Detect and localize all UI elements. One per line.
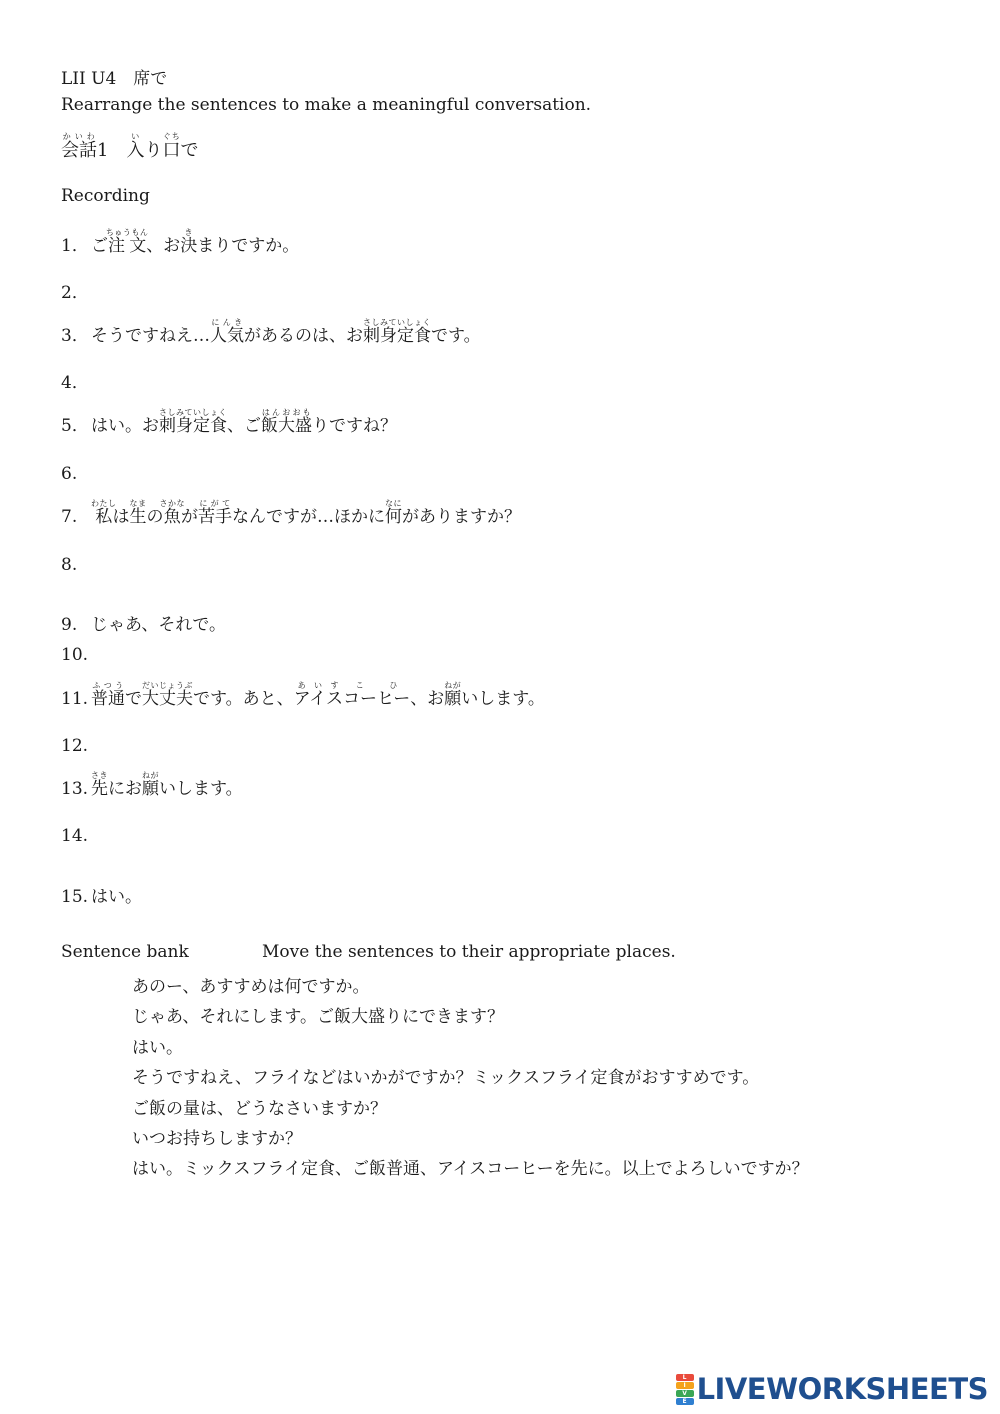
drop-slot[interactable] [91,368,411,388]
conversation-line-1: 1． ご注文ちゅうもん、お決きまりですか。 [61,228,300,256]
bank-sentence[interactable]: いつお持ちしますか？ [132,1129,302,1149]
conversation-line-15: 15. はい。 [61,887,142,907]
conversation-line-4: 4． [61,368,411,393]
bank-sentence[interactable]: そうですねえ、フライなどはいかがですか？ミックスフライ定食がおすすめです。 [132,1068,760,1088]
instruction-text: Rearrange the sentences to make a meaningful conversation. [61,95,592,115]
conversation-line-3: 3． そうですねえ…人気にんきがあるのは、お刺身定食さしみていしょくです。 [61,318,481,346]
conversation-line-13: 13. 先さきにお願ねがいします。 [61,771,243,799]
drop-slot[interactable] [91,731,411,751]
drop-slot[interactable] [91,278,411,298]
drop-slot[interactable] [91,821,411,841]
conversation-line-14: 14. [61,821,411,846]
conversation-line-12: 12. [61,731,411,756]
sentence-bank-instruction: Move the sentences to their appropriate places. [262,942,676,962]
conversation-line-8: 8. [61,550,411,575]
logo-badge-letter: E [676,1398,694,1405]
section-title: 会話かいわ1 入いり口ぐちで [61,132,199,161]
drop-slot[interactable] [91,459,411,479]
logo-badge-letter: L [676,1374,694,1381]
bank-sentence[interactable]: はい。ミックスフライ定食、ご飯普通、アイスコーヒーを先に。以上でよろしいですか？ [132,1159,809,1179]
unit-title: LII U4 席で [61,69,168,89]
logo-badge-letter: I [676,1382,694,1389]
bank-sentence[interactable]: あのー、あすすめは何ですか。 [132,977,370,997]
drop-slot[interactable] [91,640,411,660]
conversation-line-7: 7. 私わたしは生なまの魚さかなが苦手にがてなんですが…ほかに何なにがありますか？ [61,499,521,527]
conversation-line-6: 6. [61,459,411,484]
bank-sentence[interactable]: はい。 [132,1038,183,1058]
recording-label[interactable]: Recording [61,186,150,206]
drop-slot[interactable] [91,550,411,570]
conversation-line-11: 11. 普通ふつうで大丈夫だいじょうぶです。あと、アイスあいすコーこヒーひ、お願ねがいします。 [61,681,545,709]
sentence-bank-label: Sentence bank [61,942,189,962]
bank-sentence[interactable]: ご飯の量は、どうなさいますか？ [132,1099,387,1119]
liveworksheets-logo [676,1372,988,1406]
logo-badge-icon [676,1374,694,1404]
logo-text: LIVEWORKSHEETS [696,1372,988,1406]
conversation-line-10: 10. [61,640,411,665]
logo-badge-letter: V [676,1390,694,1397]
conversation-line-9: 9. じゃあ、それで。 [61,615,226,635]
bank-sentence[interactable]: じゃあ、それにします。ご飯大盛りにできます？ [132,1007,504,1027]
conversation-line-5: 5． はい。お刺身定食さしみていしょく、ご飯大盛はんおおもりですね？ [61,408,397,436]
conversation-line-2: 2． [61,278,411,303]
